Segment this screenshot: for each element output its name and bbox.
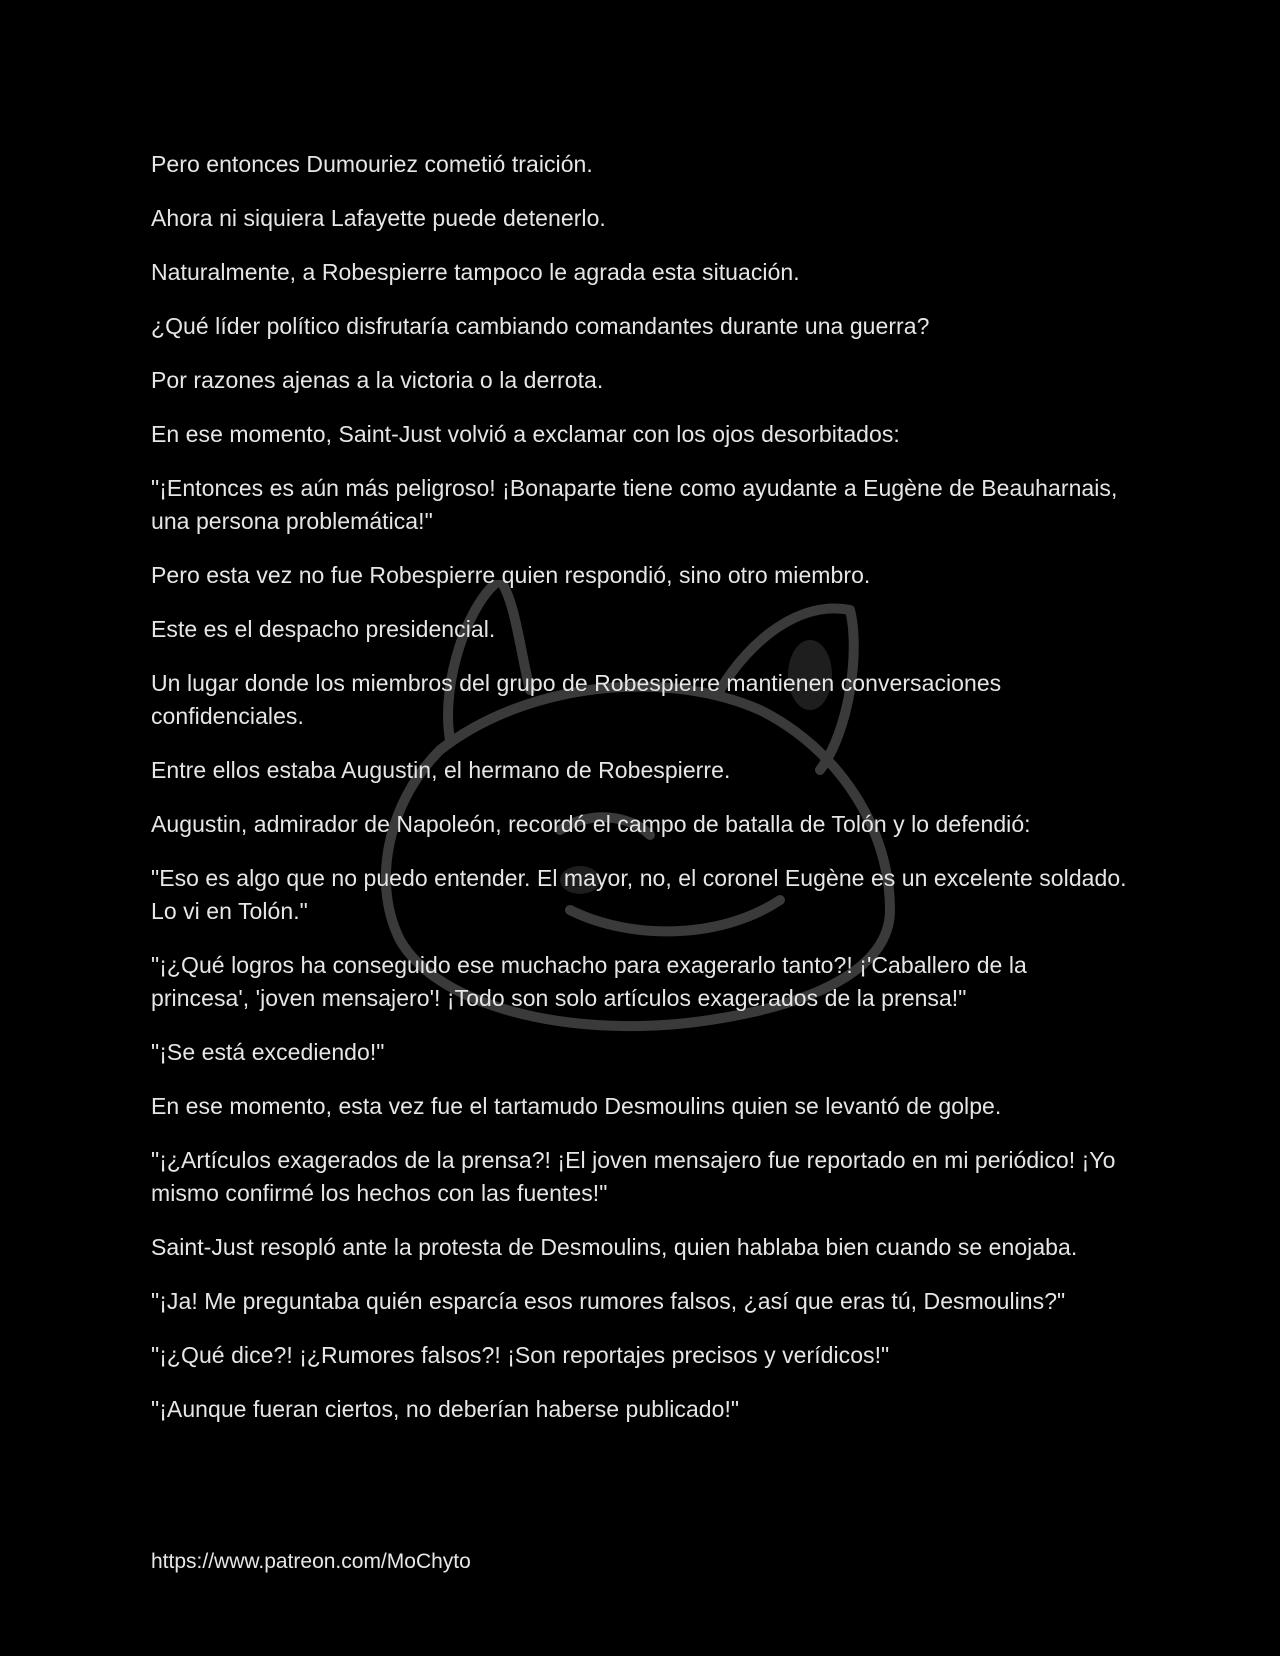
paragraph-17: "¡¿Artículos exagerados de la prensa?! ¡El joven mensajero fue reportado en mi periódico! ¡Yo mismo confirmé los hechos con las fuentes!" — [151, 1147, 1116, 1206]
paragraph-2: Ahora ni siquiera Lafayette puede detenerlo. — [151, 205, 606, 231]
paragraph-19: "¡Ja! Me preguntaba quién esparcía esos rumores falsos, ¿así que eras tú, Desmoulins?" — [151, 1288, 1066, 1314]
paragraph-12: Augustin, admirador de Napoleón, recordó el campo de batalla de Tolón y lo defendió: — [151, 811, 1031, 837]
paragraph-10: Un lugar donde los miembros del grupo de Robespierre mantienen conversaciones confidenciales. — [151, 670, 1002, 729]
paragraph-15: "¡Se está excediendo!" — [151, 1039, 385, 1065]
paragraph-5: Por razones ajenas a la victoria o la derrota. — [151, 367, 604, 393]
paragraph-8: Pero esta vez no fue Robespierre quien respondió, sino otro miembro. — [151, 562, 871, 588]
paragraph-11: Entre ellos estaba Augustin, el hermano de Robespierre. — [151, 757, 731, 783]
paragraph-4: ¿Qué líder político disfrutaría cambiando comandantes durante una guerra? — [151, 313, 930, 339]
paragraph-20: "¡¿Qué dice?! ¡¿Rumores falsos?! ¡Son reportajes precisos y verídicos!" — [151, 1342, 890, 1368]
paragraph-13: "Eso es algo que no puedo entender. El mayor, no, el coronel Eugène es un excelente soldado. Lo vi en Tolón." — [151, 865, 1127, 924]
paragraph-21: "¡Aunque fueran ciertos, no deberían haberse publicado!" — [151, 1396, 740, 1422]
paragraph-14: "¡¿Qué logros ha conseguido ese muchacho para exagerarlo tanto?! ¡'Caballero de la princesa', 'joven mensajero'! ¡Todo son solo artículos exagerados de la prensa!" — [151, 952, 1027, 1011]
paragraph-6: En ese momento, Saint-Just volvió a exclamar con los ojos desorbitados: — [151, 421, 900, 447]
patreon-link[interactable]: https://www.patreon.com/MoChyto — [151, 1550, 471, 1573]
paragraph-18: Saint-Just resopló ante la protesta de Desmoulins, quien hablaba bien cuando se enojaba. — [151, 1234, 1078, 1260]
paragraph-1: Pero entonces Dumouriez cometió traición. — [151, 151, 593, 177]
paragraph-7: "¡Entonces es aún más peligroso! ¡Bonaparte tiene como ayudante a Eugène de Beauharnais, una persona problemática!" — [151, 475, 1118, 534]
article-body — [151, 148, 1131, 1447]
paragraph-9: Este es el despacho presidencial. — [151, 616, 496, 642]
paragraph-3: Naturalmente, a Robespierre tampoco le agrada esta situación. — [151, 259, 800, 285]
paragraph-16: En ese momento, esta vez fue el tartamudo Desmoulins quien se levantó de golpe. — [151, 1093, 1002, 1119]
